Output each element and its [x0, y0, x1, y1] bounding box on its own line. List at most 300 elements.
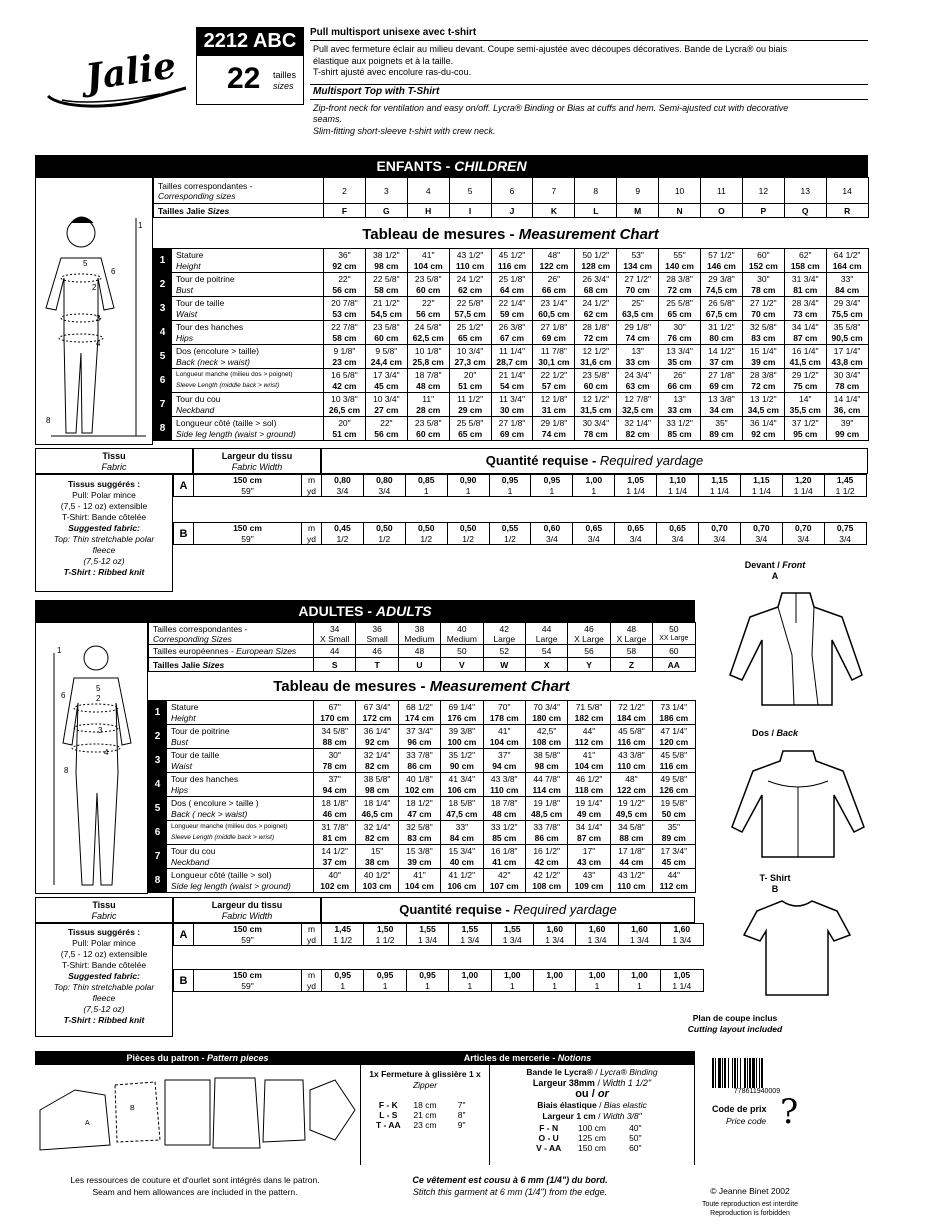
value-inch: 67" [314, 701, 356, 713]
value-inch: 18 1/8" [314, 797, 356, 809]
value-inch: 29 1/2" [784, 369, 826, 381]
value-cm: 112 cm [568, 737, 610, 749]
measurement-row-cm [154, 309, 869, 321]
value-inch: 40 1/2" [356, 869, 398, 881]
value-inch: 30" [742, 273, 784, 285]
value-inch: 23 5/8" [407, 273, 449, 285]
value-inch: 19 5/8" [653, 797, 695, 809]
sizes-count: 22 [227, 62, 261, 95]
measurement-row-cm [154, 285, 869, 297]
barcode-number: 778611940009 [733, 1088, 781, 1095]
value-cm: 102 cm [398, 785, 440, 797]
pattern-pieces-header: Pièces du patron - Pattern pieces [35, 1051, 360, 1065]
value-cm: 184 cm [610, 713, 652, 725]
measurement-label: Tour de poitrine [167, 725, 314, 737]
value-inch: 27 1/8" [491, 417, 533, 429]
value-inch: 32 1/4" [617, 417, 659, 429]
svg-text:8: 8 [46, 416, 51, 425]
yardage-m: 1,15 [699, 475, 741, 486]
value-cm: 56 cm [365, 429, 407, 441]
value-cm: 83 cm [742, 333, 784, 345]
yardage-yd: 1 [405, 486, 447, 497]
value-inch: 29 3/8" [701, 273, 743, 285]
row-number: 8 [149, 869, 167, 893]
value-inch: 26 5/8" [701, 297, 743, 309]
reproduction-note: Toute reproduction est interdite Reproduction is forbidden [701, 1201, 799, 1217]
value-cm: 116 cm [610, 737, 652, 749]
yardage-yd: 3/4 [615, 534, 657, 545]
value-inch: 35 1/2" [441, 749, 483, 761]
svg-text:B: B [130, 1105, 135, 1112]
yardage-m: 1,55 [449, 924, 491, 935]
title-fr: Pull multisport unisexe avec t-shirt [310, 27, 868, 41]
value-inch: 44" [653, 869, 695, 881]
row-number: 5 [154, 345, 172, 369]
value-cm: 56 cm [324, 285, 366, 297]
value-cm: 28 cm [407, 405, 449, 417]
yardage-m: 1,55 [491, 924, 533, 935]
value-inch: 44" [568, 725, 610, 737]
value-inch: 38 1/2" [365, 249, 407, 261]
value-cm: 34 cm [701, 405, 743, 417]
measurement-label-en: Sleeve Length (middle back > wrist) [167, 833, 314, 845]
value-inch: 22 5/8" [449, 297, 491, 309]
value-inch: 13 3/8" [701, 393, 743, 405]
svg-text:8: 8 [64, 766, 69, 775]
yardage-yd: 1 1/4 [661, 981, 703, 992]
measurement-row-cm [154, 357, 869, 369]
measurement-label: Tour de taille [167, 749, 314, 761]
value-cm: 26,5 cm [324, 405, 366, 417]
value-inch: 48" [533, 249, 575, 261]
value-inch: 32 5/8" [742, 321, 784, 333]
fabric-width-in: 59" [194, 981, 302, 992]
value-inch: 36" [324, 249, 366, 261]
back-top-sketch-icon [728, 745, 868, 865]
value-inch: 35 5/8" [826, 321, 868, 333]
value-inch: 22" [324, 273, 366, 285]
value-cm: 70 cm [617, 285, 659, 297]
value-inch: 13" [617, 345, 659, 357]
yardage-m: 1,45 [322, 924, 364, 935]
value-inch: 31 3/4" [784, 273, 826, 285]
value-inch: 22 5/8" [365, 273, 407, 285]
value-inch: 27 1/2" [742, 297, 784, 309]
value-inch: 73 1/4" [653, 701, 695, 713]
value-inch: 24 5/8" [407, 321, 449, 333]
yardage-yd: 1 1/4 [699, 486, 741, 497]
value-inch: 72 1/2" [610, 701, 652, 713]
value-inch: 10 1/8" [407, 345, 449, 357]
value-inch: 24 1/2" [449, 273, 491, 285]
yardage-yd: 1/2 [322, 534, 364, 545]
value-cm: 42 cm [525, 857, 567, 869]
value-inch: 37 3/4" [398, 725, 440, 737]
notions-header: Articles de mercerie - Notions [360, 1051, 695, 1065]
view-letter: A [174, 475, 194, 497]
value-inch: 47 1/4" [653, 725, 695, 737]
value-cm: 50 cm [653, 809, 695, 821]
measurement-label-en: Sleeve Length (middle back > wrist) [172, 381, 324, 393]
value-cm: 176 cm [441, 713, 483, 725]
measurement-label-en: Height [172, 261, 324, 273]
children-fabric-section: Tissu Fabric Largeur du tissu Fabric Width Quantité requise - Required yardage Tissus suggérés : Pull: Polar mince (7,5 - 12 oz) extensible T-Shirt: Bande côtelée Suggested fabric: Top: Thin stretchable polar fleece (7,5-12 oz) T-Shirt : Ribbed knit A 150 cm m 0,80 0,80 0,85 0,90 0,95 0,95 1,00 1,05 1,10 1,15 1,15 1,20 1,45 59" yd 3/4 3/4 1 1 1 1 1 1 1/4 1 1/4 1 1/4 1 1/4 1 1/4 1 1/2 B 150 cm m 0,45 0,50 0,50 0,50 0,55 0,60 0,65 0,65 0,65 0,70 0,70 0,70 0,75 59" yd 1/2 1/2 1/2 1/2 1/2 3/4 3/4 3/4 3/4 3/4 3/4 3/4 3/4 [35, 448, 868, 596]
pattern-pieces-diagram-icon [35, 1070, 360, 1160]
value-inch: 11 3/4" [491, 393, 533, 405]
value-cm: 33 cm [617, 357, 659, 369]
measurement-label: Longueur côté (taille > sol) [172, 417, 324, 429]
value-inch: 16 1/2" [525, 845, 567, 857]
sizes-word: tailles [273, 70, 297, 80]
value-cm: 40 cm [441, 857, 483, 869]
value-cm: 82 cm [356, 833, 398, 845]
value-inch: 11 1/2" [449, 393, 491, 405]
measurement-label-en: Bust [172, 285, 324, 297]
value-inch: 43" [568, 869, 610, 881]
value-inch: 16 1/8" [483, 845, 525, 857]
measurement-label-en: Side leg length (waist > ground) [167, 881, 314, 893]
value-inch: 15" [356, 845, 398, 857]
value-cm: 53 cm [324, 309, 366, 321]
value-inch: 37 1/2" [784, 417, 826, 429]
corresponding-size: 48 X Large [610, 623, 652, 645]
yardage-m: 0,65 [657, 523, 699, 534]
value-inch: 28 1/8" [575, 321, 617, 333]
value-cm: 44 cm [610, 857, 652, 869]
value-cm: 59 cm [491, 309, 533, 321]
adults-measurements [148, 700, 695, 893]
value-cm: 66 cm [659, 381, 701, 393]
measurement-label: Dos ( encolure > taille ) [167, 797, 314, 809]
yardage-yd: 1 [531, 486, 573, 497]
yardage-yd: 1/2 [447, 534, 489, 545]
value-inch: 39" [826, 417, 868, 429]
yardage-m: 1,15 [740, 475, 782, 486]
value-inch: 69 1/4" [441, 701, 483, 713]
fabric-width-in: 59" [194, 486, 302, 497]
value-inch: 28 3/4" [784, 297, 826, 309]
zipper-box: 1x Fermeture à glissière 1 x Zipper F - K 18 cm 7" L - S 21 cm 8" T - AA 23 cm 9" [360, 1065, 490, 1165]
value-inch: 34 5/8" [314, 725, 356, 737]
value-inch: 55" [659, 249, 701, 261]
title-en: Multisport Top with T-Shirt [310, 84, 868, 100]
value-cm: 63 cm [617, 381, 659, 393]
value-inch: 25 1/2" [449, 321, 491, 333]
logo [40, 38, 190, 118]
value-inch: 32 1/4" [356, 821, 398, 833]
value-cm: 180 cm [525, 713, 567, 725]
value-cm: 38 cm [356, 857, 398, 869]
yardage-m: 1,60 [576, 924, 618, 935]
value-inch: 30" [659, 321, 701, 333]
measurement-row [149, 797, 696, 809]
value-inch: 25 5/8" [659, 297, 701, 309]
value-inch: 32 5/8" [398, 821, 440, 833]
value-cm: 62,5 cm [407, 333, 449, 345]
yardage-yd: 3/4 [782, 534, 824, 545]
value-cm: 86 cm [525, 833, 567, 845]
yardage-m: 0,95 [531, 475, 573, 486]
value-cm: 75,5 cm [826, 309, 868, 321]
yardage-yd: 1 3/4 [491, 935, 533, 946]
value-inch: 39 3/8" [441, 725, 483, 737]
yardage-yd: 1 [576, 981, 618, 992]
footer-stitch-note: Ce vêtement est cousu à 6 mm (1/4") du bord. Stitch this garment at 6 mm (1/4") from the edge. [412, 1175, 608, 1197]
measurement-row [149, 749, 696, 761]
adults-chart-title: Tableau de mesures - Measurement Chart [273, 678, 570, 695]
value-cm: 62 cm [575, 309, 617, 321]
yardage-m: 0,45 [322, 523, 364, 534]
value-inch: 36 1/4" [742, 417, 784, 429]
svg-text:3: 3 [96, 314, 101, 323]
front-top-sketch-icon [722, 585, 870, 715]
yardage-m: 1,60 [533, 924, 575, 935]
yardage-m: 1,00 [491, 970, 533, 981]
value-inch: 23 5/8" [365, 321, 407, 333]
value-cm: 37 cm [314, 857, 356, 869]
value-inch: 44 7/8" [525, 773, 567, 785]
value-cm: 90,5 cm [826, 333, 868, 345]
tshirt-sketch-icon [742, 895, 852, 1000]
value-cm: 37 cm [701, 357, 743, 369]
value-inch: 11 1/4" [491, 345, 533, 357]
yardage-m: 0,75 [824, 523, 866, 534]
value-cm: 94 cm [483, 761, 525, 773]
corresponding-size: 44 Large [525, 623, 567, 645]
value-cm: 43 cm [568, 857, 610, 869]
value-inch: 14 1/4" [826, 393, 868, 405]
value-cm: 89 cm [701, 429, 743, 441]
value-cm: 158 cm [784, 261, 826, 273]
value-cm: 31,6 cm [575, 357, 617, 369]
value-cm: 73 cm [784, 309, 826, 321]
value-cm: 42 cm [324, 381, 366, 393]
value-cm: 45 cm [653, 857, 695, 869]
measurement-label: Longueur côté (taille > sol) [167, 869, 314, 881]
fabric-width-cm: 150 cm [194, 924, 302, 935]
value-cm: 81 cm [784, 285, 826, 297]
measurement-label-en: Hips [167, 785, 314, 797]
yardage-m: 1,05 [615, 475, 657, 486]
value-cm: 63,5 cm [617, 309, 659, 321]
adult-figure [35, 622, 148, 894]
yardage-yd: 1/2 [489, 534, 531, 545]
value-inch: 35" [653, 821, 695, 833]
yardage-m: 0,70 [782, 523, 824, 534]
barcode-bars-icon [712, 1058, 802, 1088]
value-cm: 23 cm [324, 357, 366, 369]
row-number: 5 [149, 797, 167, 821]
value-inch: 45 5/8" [610, 725, 652, 737]
value-cm: 92 cm [324, 261, 366, 273]
description-block [310, 27, 868, 153]
value-inch: 23 5/8" [575, 369, 617, 381]
price-code-mark: ? [780, 1092, 799, 1132]
back-view-label: Dos / Back [751, 728, 799, 738]
measurement-row-cm [154, 381, 869, 393]
value-cm: 51 cm [324, 429, 366, 441]
value-inch: 23 1/4" [533, 297, 575, 309]
yardage-m: 1,05 [661, 970, 703, 981]
value-inch: 60" [742, 249, 784, 261]
footer-allowance-note: Les ressources de couture et d'ourlet sont intégrés dans le patron. Seam and hem allowances are included in the pattern. [70, 1175, 320, 1197]
row-number: 2 [154, 273, 172, 297]
value-inch: 26" [533, 273, 575, 285]
value-cm: 60 cm [575, 381, 617, 393]
value-cm: 126 cm [653, 785, 695, 797]
yardage-yd: 3/4 [699, 534, 741, 545]
measurement-label: Tour du cou [167, 845, 314, 857]
value-inch: 46 1/2" [568, 773, 610, 785]
value-inch: 24 1/2" [575, 297, 617, 309]
measurement-row-cm [149, 713, 696, 725]
value-inch: 33 1/2" [483, 821, 525, 833]
value-inch: 19 1/4" [568, 797, 610, 809]
value-cm: 134 cm [617, 261, 659, 273]
value-cm: 66 cm [533, 285, 575, 297]
svg-text:5: 5 [96, 684, 101, 693]
corresponding-size: 36 Small [356, 623, 398, 645]
svg-text:1: 1 [57, 646, 62, 655]
measurement-row-cm [149, 833, 696, 845]
value-cm: 87 cm [568, 833, 610, 845]
value-cm: 140 cm [659, 261, 701, 273]
value-cm: 80 cm [701, 333, 743, 345]
value-inch: 30 3/4" [826, 369, 868, 381]
value-cm: 41,5 cm [784, 357, 826, 369]
view-letter: B [174, 970, 194, 992]
value-inch: 10 3/4" [449, 345, 491, 357]
value-cm: 78 cm [314, 761, 356, 773]
value-inch: 31 7/8" [314, 821, 356, 833]
sizes-word-en: sizes [273, 81, 294, 91]
value-cm: 47,5 cm [441, 809, 483, 821]
value-inch: 17 3/4" [365, 369, 407, 381]
yardage-yd: 1 [618, 981, 660, 992]
value-cm: 46,5 cm [356, 809, 398, 821]
measurement-label: Stature [172, 249, 324, 261]
yardage-m: 0,65 [573, 523, 615, 534]
yardage-m: 0,80 [363, 475, 405, 486]
value-cm: 30,1 cm [533, 357, 575, 369]
yardage-yd: 1 [491, 981, 533, 992]
yardage-yd: 3/4 [363, 486, 405, 497]
adults-suggested-fabric: Tissus suggérés : Pull: Polar mince (7,5 - 12 oz) extensible T-Shirt: Bande côtelée Suggested fabric: Top: Thin stretchable polar fleece (7,5-12 oz) T-Shirt : Ribbed knit [35, 923, 173, 1037]
yardage-m: 1,55 [406, 924, 448, 935]
yardage-m: 1,20 [782, 475, 824, 486]
value-cm: 31 cm [533, 405, 575, 417]
yardage-yd: 1 1/2 [322, 935, 364, 946]
value-cm: 110 cm [610, 761, 652, 773]
value-inch: 34 1/4" [568, 821, 610, 833]
measurement-row-cm [154, 405, 869, 417]
value-cm: 65 cm [449, 333, 491, 345]
measurement-row [149, 701, 696, 713]
corresponding-size: 40 Medium [441, 623, 483, 645]
value-cm: 72 cm [575, 333, 617, 345]
yardage-m: 1,00 [573, 475, 615, 486]
adults-fabric-section: Tissu Fabric Largeur du tissu Fabric Width Quantité requise - Required yardage Tissus suggérés : Pull: Polar mince (7,5 - 12 oz) extensible T-Shirt: Bande côtelée Suggested fabric: Top: Thin stretchable polar fleece (7,5-12 oz) T-Shirt : Ribbed knit A 150 cm m 1,45 1,50 1,55 1,55 1,55 1,60 1,60 1,60 1,60 59" yd 1 1/2 1 1/2 1 3/4 1 3/4 1 3/4 1 3/4 1 3/4 1 3/4 1 3/4 B 150 cm m 0,95 0,95 0,95 1,00 1,00 1,00 1,00 1,00 1,05 59" yd 1 1 1 1 1 1 1 1 1 1/4 [35, 897, 695, 1039]
value-cm: 78 cm [575, 429, 617, 441]
yardage-m: 0,70 [699, 523, 741, 534]
row-number: 3 [149, 749, 167, 773]
yardage-yd: 1/2 [405, 534, 447, 545]
value-cm: 60 cm [407, 285, 449, 297]
corresponding-size: 34 X Small [314, 623, 356, 645]
measurement-row [154, 273, 869, 285]
value-cm: 102 cm [314, 881, 356, 893]
value-inch: 36 1/4" [356, 725, 398, 737]
yardage-m: 0,50 [447, 523, 489, 534]
value-inch: 37" [483, 749, 525, 761]
measurement-row [154, 249, 869, 261]
yardage-m: 0,95 [489, 475, 531, 486]
yardage-table-a: A 150 cm m 0,80 0,80 0,85 0,90 0,95 0,95 1,00 1,05 1,10 1,15 1,15 1,20 1,45 59" yd 3/4 3/4 1 1 1 1 1 1 1/4 1 1/4 1 1/4 1 1/4 1 1/4 1 1/2 [173, 474, 867, 497]
value-inch: 14 1/2" [701, 345, 743, 357]
value-cm: 31,5 cm [575, 405, 617, 417]
value-cm: 108 cm [525, 737, 567, 749]
value-inch: 18 7/8" [407, 369, 449, 381]
yardage-yd: 1 3/4 [576, 935, 618, 946]
value-cm: 74 cm [617, 333, 659, 345]
yardage-yd: 1 3/4 [406, 935, 448, 946]
yardage-yd: 1 1/4 [615, 486, 657, 497]
measurement-label: Tour de poitrine [172, 273, 324, 285]
value-inch: 71 5/8" [568, 701, 610, 713]
measurement-label-en: Bust [167, 737, 314, 749]
corresponding-size: 46 X Large [568, 623, 610, 645]
value-cm: 51 cm [449, 381, 491, 393]
value-inch: 17 1/8" [610, 845, 652, 857]
value-cm: 104 cm [483, 737, 525, 749]
value-cm: 83 cm [398, 833, 440, 845]
value-cm: 85 cm [483, 833, 525, 845]
measurement-label-en: Height [167, 713, 314, 725]
value-inch: 29 3/4" [826, 297, 868, 309]
yardage-table-b: B 150 cm m 0,45 0,50 0,50 0,50 0,55 0,60 0,65 0,65 0,65 0,70 0,70 0,70 0,75 59" yd 1/2 1/2 1/2 1/2 1/2 3/4 3/4 3/4 3/4 3/4 3/4 3/4 3/4 [173, 522, 867, 545]
value-inch: 33 7/8" [398, 749, 440, 761]
yardage-m: 0,60 [531, 523, 573, 534]
fabric-width-cm: 150 cm [194, 523, 302, 534]
row-number: 2 [149, 725, 167, 749]
row-number: 6 [149, 821, 167, 845]
value-cm: 74,5 cm [701, 285, 743, 297]
svg-text:2: 2 [96, 694, 101, 703]
value-cm: 128 cm [575, 261, 617, 273]
value-inch: 22 1/2" [533, 369, 575, 381]
value-cm: 33 cm [659, 405, 701, 417]
sizes-box [196, 55, 304, 105]
value-cm: 92 cm [356, 737, 398, 749]
value-cm: 122 cm [610, 785, 652, 797]
value-inch: 25 1/8" [491, 273, 533, 285]
value-cm: 62 cm [449, 285, 491, 297]
yardage-yd: 1 [406, 981, 448, 992]
value-cm: 84 cm [441, 833, 483, 845]
value-cm: 88 cm [610, 833, 652, 845]
fabric-width-in: 59" [194, 935, 302, 946]
yardage-table-b: B 150 cm m 0,95 0,95 0,95 1,00 1,00 1,00 1,00 1,00 1,05 59" yd 1 1 1 1 1 1 1 1 1 1/4 [173, 969, 704, 992]
value-cm: 67 cm [491, 333, 533, 345]
measurement-row-cm [154, 429, 869, 441]
yardage-m: 1,10 [657, 475, 699, 486]
yardage-m: 0,50 [405, 523, 447, 534]
value-inch: 19 1/2" [610, 797, 652, 809]
row-number: 7 [149, 845, 167, 869]
value-inch: 29 1/8" [533, 417, 575, 429]
value-inch: 43 1/2" [610, 869, 652, 881]
yardage-m: 0,65 [615, 523, 657, 534]
